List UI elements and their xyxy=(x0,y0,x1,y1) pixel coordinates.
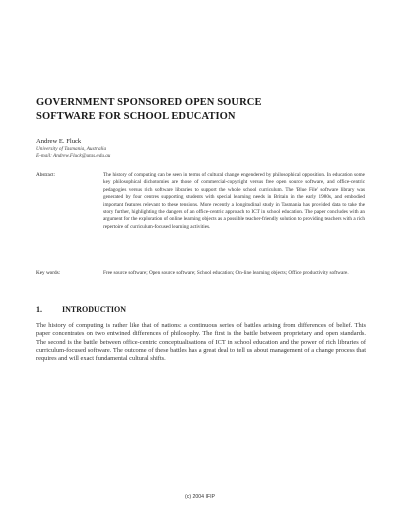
copyright-footer: (c) 2004 IFIP xyxy=(185,494,215,500)
author-email: E-mail: Andrew.Fluck@utas.edu.au xyxy=(36,152,111,159)
introduction-paragraph: The history of computing is rather like that of nations: a continuous series of battles arising from differences of belief. This paper concentrates on two entwined differences of philosophy. The first is the battle between proprietary and open standards. The second is the battle between office-centric conceptualisations of ICT in school education and the power of rich libraries of curriculum-focused software. The outcome of these battles has a great deal to tell us about management of a change process that requires and will exact fundamental cultural shifts. xyxy=(36,322,366,363)
section-title: INTRODUCTION xyxy=(62,305,127,314)
author-name: Andrew E. Fluck xyxy=(36,138,82,145)
keywords-label: Key words: xyxy=(36,270,61,276)
keywords-text: Free source software; Open source software; School education; On-line learning objects; Office productivity software. xyxy=(103,270,349,276)
paper-title xyxy=(36,96,336,123)
abstract-label: Abstract: xyxy=(36,172,56,178)
title-line-1: GOVERNMENT SPONSORED OPEN SOURCE xyxy=(36,97,262,108)
title-line-2: SOFTWARE FOR SCHOOL EDUCATION xyxy=(36,110,236,122)
section-heading xyxy=(36,305,126,314)
author-block xyxy=(36,138,286,159)
author-affiliation: University of Tasmania, Australia xyxy=(36,146,107,153)
section-number: 1. xyxy=(36,305,42,314)
abstract-text: The history of computing can be seen in terms of cultural change engendered by philosophical opposition. In education some key philosophical dichotomies are those of commercial-copyright versus free open source software, and office-centric pedagogies versus rich software libraries to support the whole school curriculum. The 'Blue File' software library was generated by four centres supporting students with special learning needs in Britain in the early 1980s, and embodied important features relevant to these tensions. More recently a longitudinal study in Tasmania has provided data to take the story further, highlighting the dangers of an office-centric approach to ICT in school education. The paper concludes with an argument for the exploration of online learning objects as a possible teacher-friendly solution to providing teachers with a rich repertoire of curriculum-focused learning activities. xyxy=(103,172,365,230)
